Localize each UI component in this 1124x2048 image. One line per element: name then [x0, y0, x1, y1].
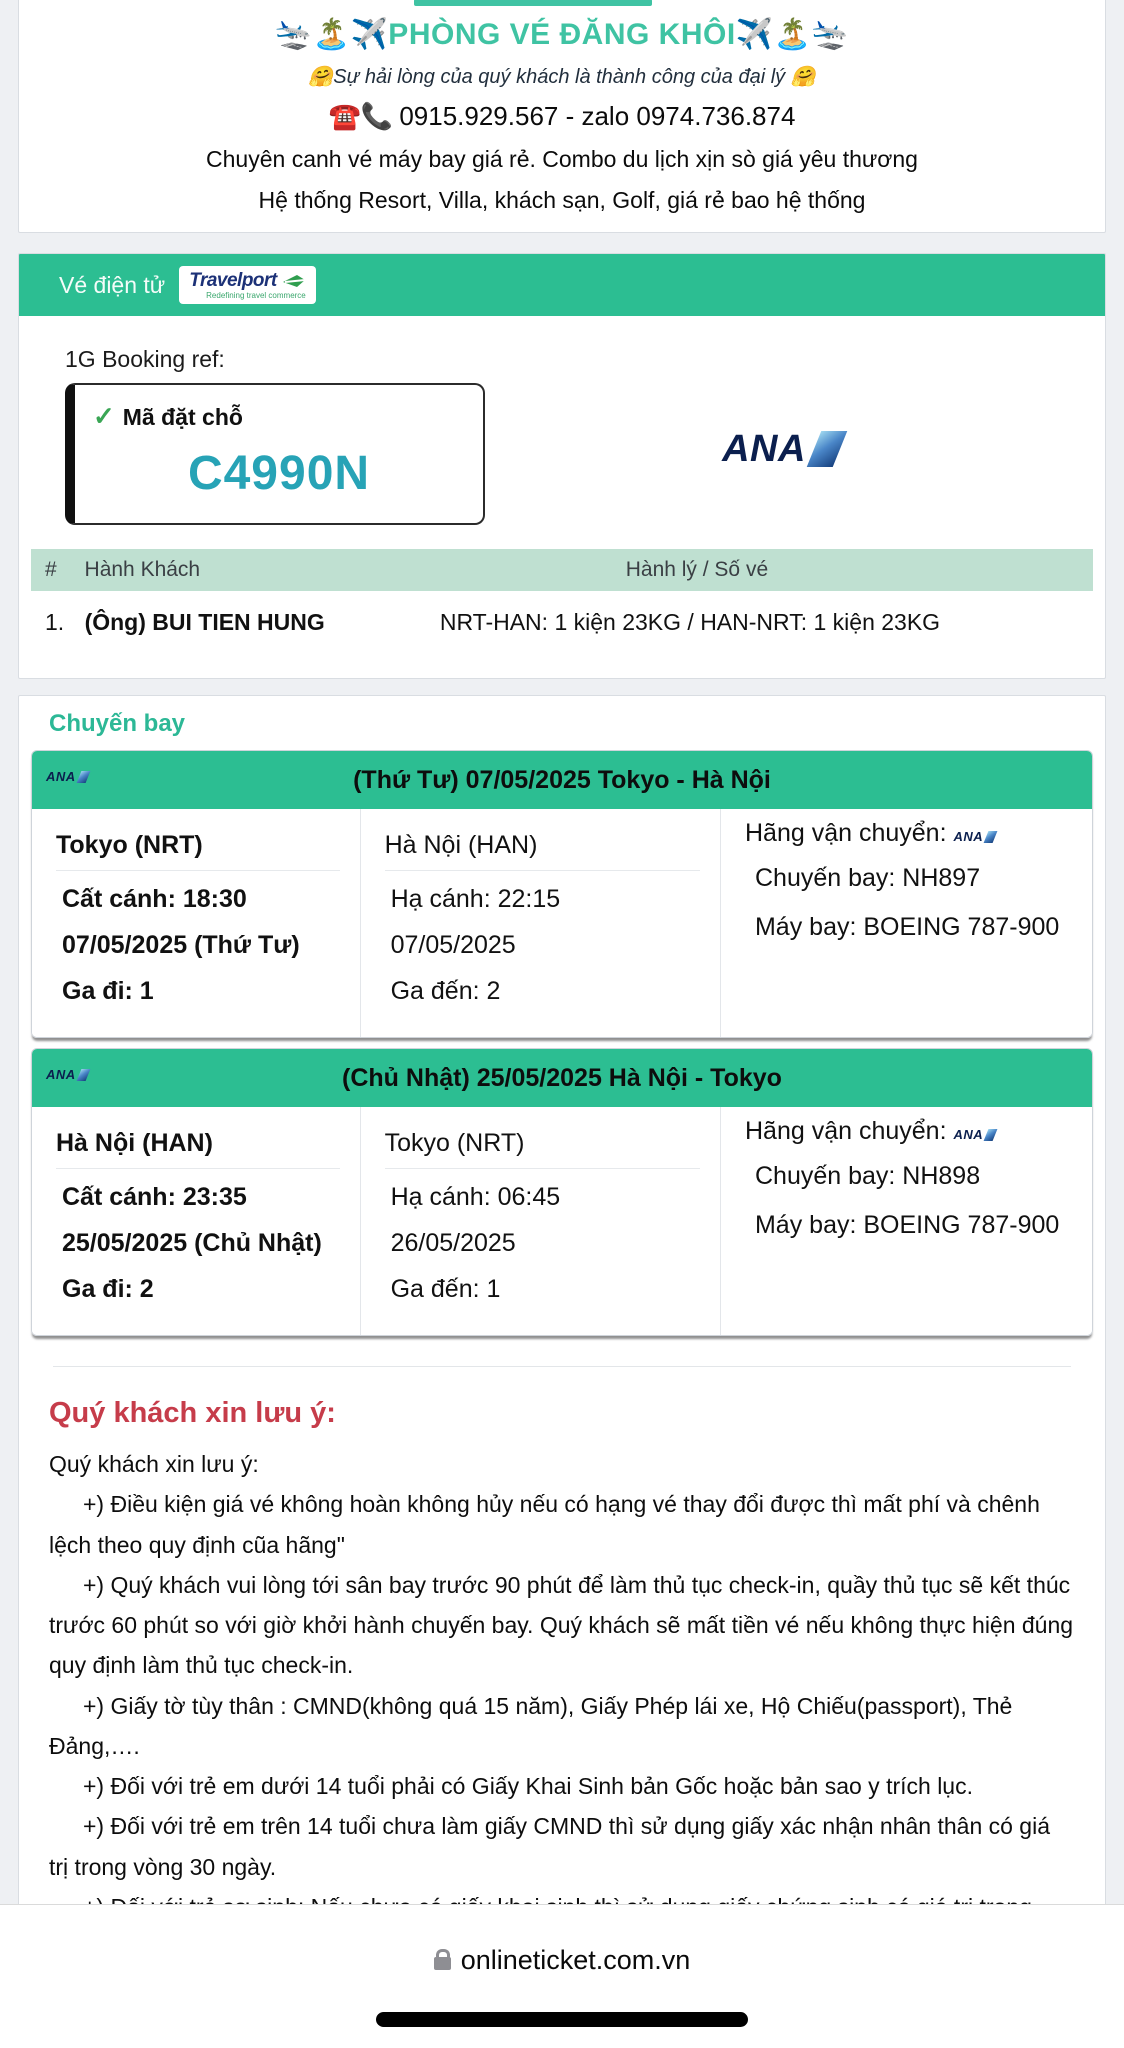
- check-icon: ✓: [93, 401, 115, 431]
- ana-logo-text: ANA: [722, 427, 806, 470]
- departure-city: Tokyo (NRT): [56, 831, 203, 859]
- booking-section: [19, 316, 1105, 531]
- browser-url-bar[interactable]: [0, 1904, 1124, 2048]
- divider: [53, 1366, 1071, 1367]
- travelport-logo: [179, 266, 316, 304]
- arrival-date: 26/05/2025: [390, 1229, 516, 1257]
- ana-logo-icon: ANA: [953, 1127, 995, 1142]
- divider: [385, 1168, 700, 1169]
- passenger-baggage: NRT-HAN: 1 kiện 23KG / HAN-NRT: 1 kiện 23KG: [439, 609, 941, 635]
- eticket-bar-label: Vé điện tử: [59, 271, 166, 298]
- note-item: +) Giấy tờ tùy thân : CMND(không quá 15 năm), Giấy Phép lái xe, Hộ Chiếu(passport), Thẻ Đảng,….: [49, 1692, 1013, 1759]
- agency-desc-1: Chuyên canh vé máy bay giá rẻ. Combo du lịch xịn sò giá yêu thương: [206, 146, 918, 172]
- departure-date: 07/05/2025 (Thứ Tư): [62, 931, 300, 959]
- agency-title: 🛬🏝️✈️PHÒNG VÉ ĐĂNG KHÔI✈️🏝️🛬: [274, 18, 850, 51]
- travelport-name: Travelport: [189, 270, 277, 291]
- flight-number: Chuyến bay: NH898: [754, 1162, 981, 1190]
- departure-time: Cất cánh: 23:35: [62, 1183, 247, 1211]
- ana-logo-icon: ANA: [46, 1067, 88, 1082]
- agency-phone-numbers: 0915.929.567 - zalo 0974.736.874: [399, 101, 796, 131]
- flight-title: (Chủ Nhật) 25/05/2025 Hà Nội - Tokyo: [342, 1063, 782, 1092]
- arrival-time: Hạ cánh: 06:45: [390, 1183, 561, 1211]
- departure-city: Hà Nội (HAN): [56, 1129, 213, 1157]
- cropped-text-remnant: [414, 0, 652, 6]
- agency-tagline: 🤗Sự hải lòng của quý khách là thành công của đại lý 🤗: [308, 66, 816, 88]
- note-item: +) Đối với trẻ em trên 14 tuổi chưa làm giấy CMND thì sử dụng giấy xác nhận nhân thân có giá trị trong vòng 30 ngày.: [49, 1813, 1050, 1880]
- arrival-date: 07/05/2025: [390, 931, 516, 959]
- arrival-city: Hà Nội (HAN): [384, 831, 538, 859]
- booking-code-label: ✓ Mã đặt chỗ: [93, 401, 243, 431]
- carrier-line: Hãng vận chuyển: ANA: [745, 1117, 1082, 1146]
- note-item: +) Quý khách vui lòng tới sân bay trước 90 phút để làm thủ tục check-in, quầy thủ tục sẽ kết thúc trước 60 phút so với giờ khởi hành chuyến bay. Quý khách sẽ mất tiền vé nếu không thực hiện đúng quy định làm thủ tục check-in.: [49, 1571, 1074, 1679]
- flight-header: [32, 751, 1092, 809]
- arrival-city: Tokyo (NRT): [384, 1129, 525, 1157]
- arrival-terminal: Ga đến: 2: [390, 977, 501, 1005]
- flight-number: Chuyến bay: NH897: [754, 864, 981, 892]
- flight-title: (Thứ Tư) 07/05/2025 Tokyo - Hà Nội: [353, 765, 771, 794]
- agency-phone-line: [39, 101, 1085, 132]
- flight-header: [32, 1049, 1092, 1107]
- eticket-title-bar: [19, 254, 1105, 316]
- arrival-column: [361, 809, 721, 1037]
- notes-body: [49, 1444, 1075, 1967]
- notes-intro: Quý khách xin lưu ý:: [49, 1451, 259, 1477]
- arrival-column: [361, 1107, 721, 1335]
- eticket-card: [18, 253, 1106, 679]
- travelport-swoosh-icon: [282, 274, 306, 288]
- header-baggage: Hành lý / Số vé: [625, 558, 769, 581]
- divider: [56, 1168, 340, 1169]
- booking-code-value: C4990N: [187, 447, 371, 500]
- ana-logo-icon: ANA: [953, 829, 995, 844]
- note-item: +) Đối với trẻ em dưới 14 tuổi phải có Giấy Khai Sinh bản Gốc hoặc bản sao y trích lục.: [83, 1773, 973, 1799]
- passenger-num: 1.: [45, 609, 65, 635]
- passenger-table: [31, 549, 1093, 658]
- passenger-table-header: [31, 549, 1093, 591]
- carrier-column: [721, 1107, 1092, 1335]
- agency-desc-2: Hệ thống Resort, Villa, khách sạn, Golf, giá rẻ bao hệ thống: [258, 187, 866, 213]
- header-name: Hành Khách: [84, 558, 201, 581]
- departure-terminal: Ga đi: 1: [62, 977, 154, 1005]
- passenger-name: (Ông) BUI TIEN HUNG: [84, 609, 325, 635]
- passenger-row: [31, 591, 1093, 658]
- arrival-time: Hạ cánh: 22:15: [390, 885, 561, 913]
- browser-url-text[interactable]: onlineticket.com.vn: [460, 1945, 691, 1975]
- lock-icon: [434, 1957, 451, 1970]
- ana-stripe-icon: [984, 831, 998, 843]
- departure-column: [32, 1107, 361, 1335]
- ana-logo: [722, 428, 840, 471]
- divider: [385, 870, 700, 871]
- flights-section-title: Chuyến bay: [49, 710, 186, 737]
- aircraft-type: Máy bay: BOEING 787-900: [754, 913, 1060, 941]
- divider: [56, 870, 340, 871]
- ana-stripe-icon: [807, 431, 848, 467]
- arrival-terminal: Ga đến: 1: [390, 1275, 501, 1303]
- agency-header-card: [18, 0, 1106, 233]
- flights-card: [18, 695, 1106, 2048]
- departure-terminal: Ga đi: 2: [62, 1275, 154, 1303]
- header-num: #: [45, 558, 57, 581]
- note-item: +) Điều kiện giá vé không hoàn không hủy nếu có hạng vé thay đổi được thì mất phí và chênh lệch theo quy định cũa hãng": [49, 1491, 1040, 1558]
- carrier-column: [721, 809, 1092, 1037]
- ana-stripe-icon: [984, 1129, 998, 1141]
- departure-time: Cất cánh: 18:30: [62, 885, 247, 913]
- aircraft-type: Máy bay: BOEING 787-900: [754, 1211, 1060, 1239]
- ana-logo-icon: ANA: [46, 769, 88, 784]
- home-indicator[interactable]: [376, 2012, 748, 2027]
- carrier-line: Hãng vận chuyển: ANA: [745, 819, 1082, 848]
- booking-ref-label: 1G Booking ref:: [65, 346, 225, 372]
- departure-date: 25/05/2025 (Chủ Nhật): [62, 1229, 322, 1257]
- departure-column: [32, 809, 361, 1037]
- phone-icons: ☎️📞: [328, 101, 394, 131]
- flight-card-return: [31, 1048, 1093, 1336]
- travelport-tagline: Redefining travel commerce: [206, 291, 306, 300]
- notes-title: Quý khách xin lưu ý:: [49, 1397, 336, 1429]
- flight-card-outbound: [31, 750, 1093, 1038]
- booking-code-box: [65, 383, 485, 525]
